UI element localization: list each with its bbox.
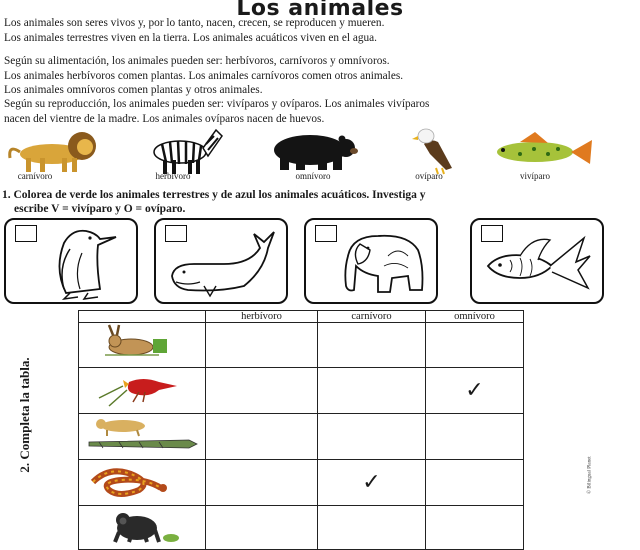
table-cell[interactable] — [206, 368, 318, 414]
caption-herbivoro: herbívoro — [155, 171, 191, 181]
classification-table — [78, 310, 524, 550]
row-animal-cell — [79, 368, 206, 414]
table-row — [79, 414, 524, 460]
exercise-2-label — [10, 350, 40, 480]
table-cell[interactable]: ✓ — [318, 460, 426, 506]
header-omnivoro: omnívoro — [426, 311, 524, 323]
row-animal-cell — [79, 460, 206, 506]
table-cell[interactable] — [426, 506, 524, 550]
paragraph-line: Los animales herbívoros comen plantas. Los animales carnívoros comen otros animales. — [4, 69, 404, 82]
table-cell[interactable] — [318, 323, 426, 368]
caption-oviparo: ovíparo — [415, 171, 443, 181]
credit-text: © Bilingual Planet — [587, 456, 593, 494]
exercise-2-label-text: 2. Completa la tabla. — [17, 357, 32, 473]
table-cell[interactable]: ✓ — [426, 368, 524, 414]
paragraph-intro — [4, 16, 592, 45]
paragraph-line: nacen del vientre de la madre. Los animales ovíparos nacen de huevos. — [4, 112, 325, 125]
table-cell[interactable] — [426, 414, 524, 460]
table-cell[interactable] — [318, 414, 426, 460]
caption-viviparo: vivíparo — [520, 171, 550, 181]
answer-box[interactable] — [15, 225, 37, 242]
header-carnivoro: carnívoro — [318, 311, 426, 323]
table-cell[interactable] — [206, 414, 318, 460]
whale-icon — [164, 226, 282, 298]
rabbit-icon — [79, 323, 205, 362]
fish-outline-icon — [480, 226, 596, 298]
snake-icon — [79, 460, 205, 500]
fish-icon — [497, 132, 592, 164]
cardinal-bird-icon — [79, 368, 205, 408]
paragraph-diet — [4, 54, 592, 98]
exercise-1-line: 1. Colorea de verde los animales terrestres y de azul los animales acuáticos. Investiga y — [2, 189, 426, 201]
exercise-1-instructions — [2, 188, 602, 216]
card-penguin — [4, 218, 138, 304]
paragraph-line: Los animales terrestres viven en la tierra. Los animales acuáticos viven en el agua. — [4, 31, 377, 44]
header-empty — [79, 311, 206, 323]
row-animal-cell — [79, 506, 206, 550]
table-row — [79, 506, 524, 550]
card-fish — [470, 218, 604, 304]
card-whale — [154, 218, 288, 304]
table-cell[interactable] — [206, 323, 318, 368]
table-row — [79, 368, 524, 414]
zebra-icon — [154, 130, 222, 174]
paragraph-reproduction — [4, 97, 592, 126]
eagle-icon — [412, 129, 452, 174]
paragraph-line: Los animales omnívoros comen plantas y otros animales. — [4, 84, 263, 96]
caption-omnivoro: omnívoro — [295, 171, 331, 181]
table-cell[interactable] — [426, 460, 524, 506]
row-animal-cell — [79, 323, 206, 368]
lion-icon — [10, 132, 96, 172]
exercise-1-line: escribe V = vivíparo y O = ovíparo. — [14, 203, 186, 215]
caption-carnivoro: carnívoro — [17, 171, 53, 181]
table-cell[interactable] — [426, 323, 524, 368]
table-header-row — [79, 311, 524, 323]
bear-icon — [274, 135, 358, 170]
card-elephant — [304, 218, 438, 304]
penguin-icon — [36, 223, 131, 301]
page-title: Los animales — [236, 0, 404, 21]
row-animal-cell — [79, 414, 206, 460]
table-row — [79, 323, 524, 368]
header-herbivoro: herbívoro — [206, 311, 318, 323]
table-cell[interactable] — [206, 460, 318, 506]
elephant-icon — [338, 226, 434, 300]
paragraph-line: Los animales son seres vivos y, por lo tanto, nacen, crecen, se reproducen y mueren. — [4, 17, 385, 29]
gorilla-icon — [79, 506, 205, 544]
lioness-crocodile-icon — [79, 414, 205, 454]
table-cell[interactable] — [318, 368, 426, 414]
paragraph-line: Según su reproducción, los animales pueden ser: vivíparos y ovíparos. Los animales vivíparos — [4, 98, 430, 110]
paragraph-line: Según su alimentación, los animales pueden ser: herbívoros, carnívoros y omnívoros. — [4, 55, 390, 67]
table-cell[interactable] — [206, 506, 318, 550]
answer-box[interactable] — [315, 225, 337, 242]
table-cell[interactable] — [318, 506, 426, 550]
table-row — [79, 460, 524, 506]
credit — [584, 440, 596, 510]
